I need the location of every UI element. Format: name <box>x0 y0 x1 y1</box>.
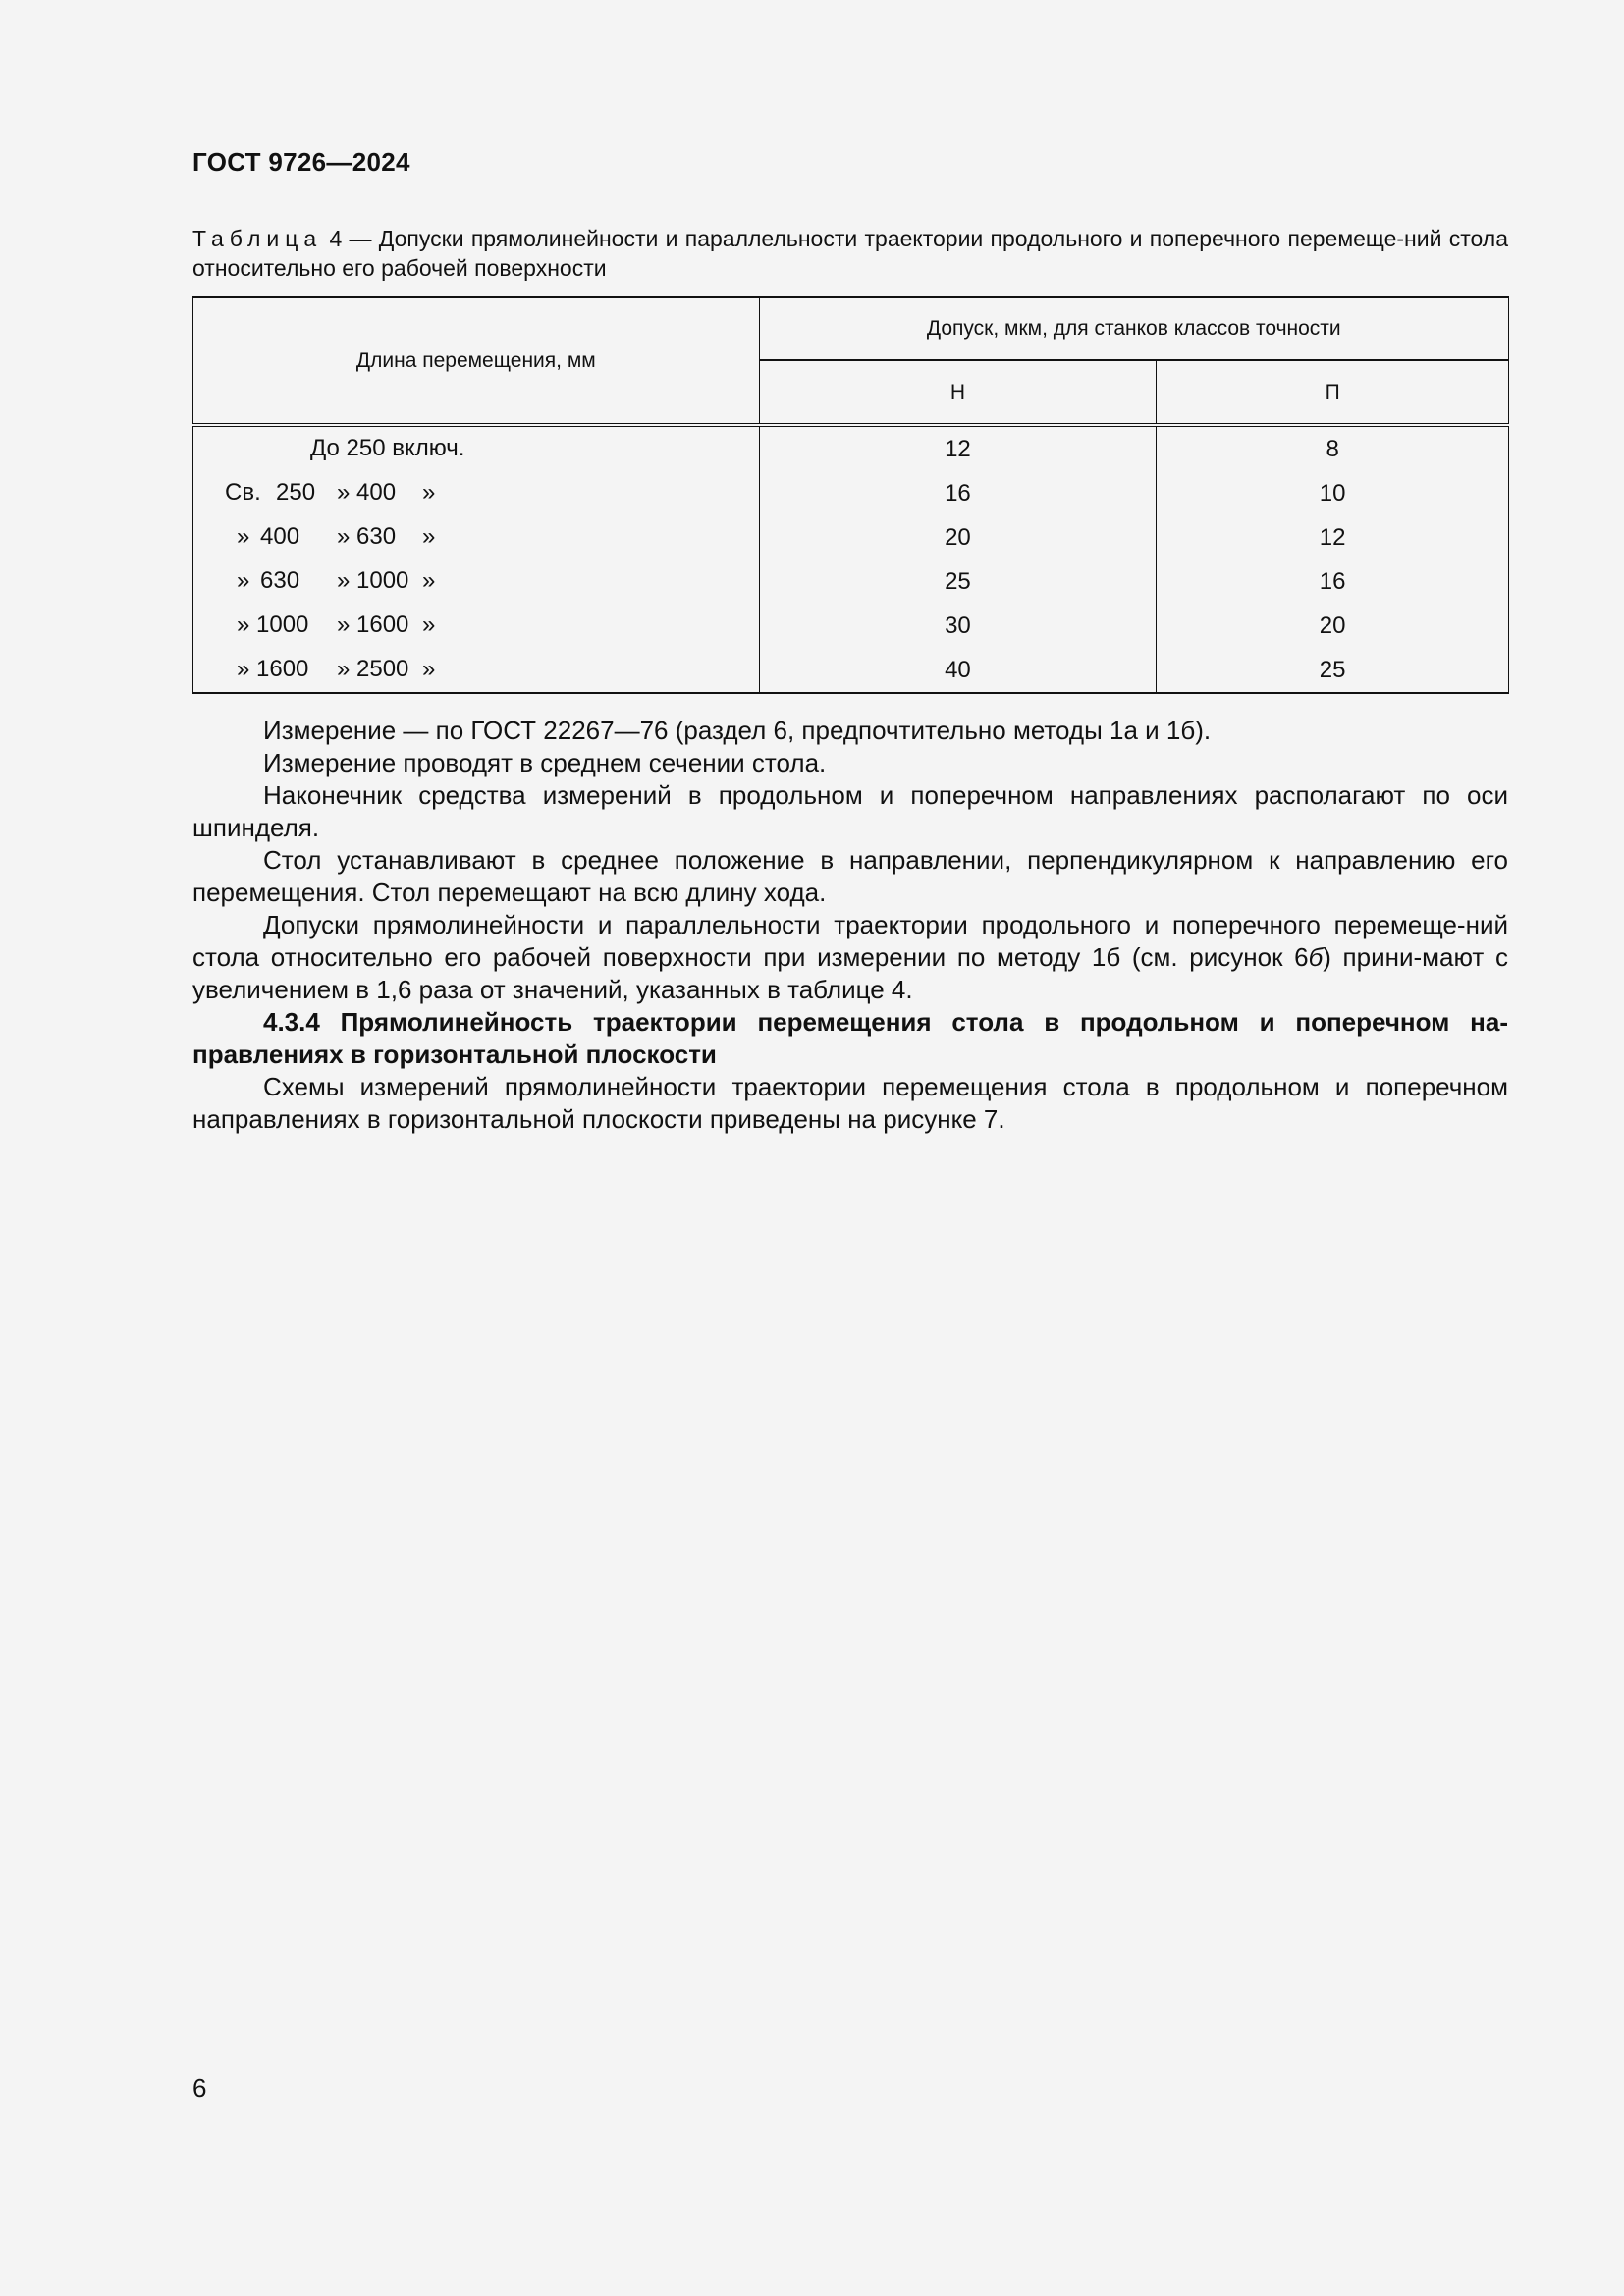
tolerance-h-cell: 20 <box>759 515 1157 560</box>
tolerance-p-cell: 12 <box>1157 515 1509 560</box>
tolerance-column-header: Допуск, мкм, для станков классов точности <box>759 297 1508 360</box>
tolerance-h-cell: 16 <box>759 471 1157 515</box>
tolerance-h-cell: 30 <box>759 604 1157 648</box>
paragraph-method-1b: Допуски прямолинейности и параллельности траектории продольного и поперечного перемеще-ний стола относительно его рабочей поверхности при измерении по методу 1б (см. рисунок 6б) прини-мают с увеличением в 1,6 раза от значений, указанных в таблице 4. <box>192 910 1508 1004</box>
table-row <box>193 604 1509 648</box>
page-number: 6 <box>192 2073 207 2103</box>
length-range-cell: До 250 включ. <box>193 425 760 471</box>
document-header: ГОСТ 9726—2024 <box>192 147 410 177</box>
table-row <box>193 515 1509 560</box>
table-row <box>193 560 1509 604</box>
length-range-cell: » 1600 » 2500 » <box>193 648 760 693</box>
tolerance-p-cell: 20 <box>1157 604 1509 648</box>
paragraph-figure-7-reference: Схемы измерений прямолинейности траектории перемещения стола в продольном и поперечном направлениях в горизонтальной плоскости приведены на рисунке 7. <box>192 1072 1508 1134</box>
length-column-header: Длина перемещения, мм <box>193 297 760 425</box>
paragraph-probe-position: Наконечник средства измерений в продольном и поперечном направлениях располагают по оси шпинделя. <box>192 780 1508 842</box>
table-row <box>193 648 1509 693</box>
paragraph-measurement-reference: Измерение — по ГОСТ 22267—76 (раздел 6, предпочтительно методы 1а и 1б). <box>263 716 1212 745</box>
tolerance-h-cell: 25 <box>759 560 1157 604</box>
table-row <box>193 471 1509 515</box>
tolerance-h-cell: 12 <box>759 425 1157 471</box>
length-range-cell: » 630 » 1000 » <box>193 560 760 604</box>
class-p-header: П <box>1157 360 1509 425</box>
length-range-cell: » 400 » 630 » <box>193 515 760 560</box>
tolerance-table <box>192 296 1509 694</box>
table-caption-text: 4 — Допуски прямолинейности и параллельности траектории продольного и поперечного перемеще-ний стола относительно его рабочей поверхности <box>192 226 1508 281</box>
tolerance-p-cell: 8 <box>1157 425 1509 471</box>
paragraph-table-position: Стол устанавливают в среднее положение в направлении, перпендикулярном к направлению его перемещения. Стол перемещают на всю длину хода. <box>192 845 1508 907</box>
length-range-cell: » 1000 » 1600 » <box>193 604 760 648</box>
tolerance-p-cell: 25 <box>1157 648 1509 693</box>
table-caption <box>192 224 1508 283</box>
paragraph-measurement-section: Измерение проводят в среднем сечении стола. <box>263 748 827 777</box>
length-range-cell: Св. 250 » 400 » <box>193 471 760 515</box>
table-caption-label: Таблица <box>192 226 323 251</box>
body-text <box>192 715 1508 1136</box>
tolerance-p-cell: 16 <box>1157 560 1509 604</box>
table-row <box>193 425 1509 471</box>
class-h-header: Н <box>759 360 1157 425</box>
section-heading-4-3-4: 4.3.4 Прямолинейность траектории перемещения стола в продольном и поперечном на-правлениях в горизонтальной плоскости <box>192 1007 1508 1069</box>
tolerance-p-cell: 10 <box>1157 471 1509 515</box>
tolerance-h-cell: 40 <box>759 648 1157 693</box>
